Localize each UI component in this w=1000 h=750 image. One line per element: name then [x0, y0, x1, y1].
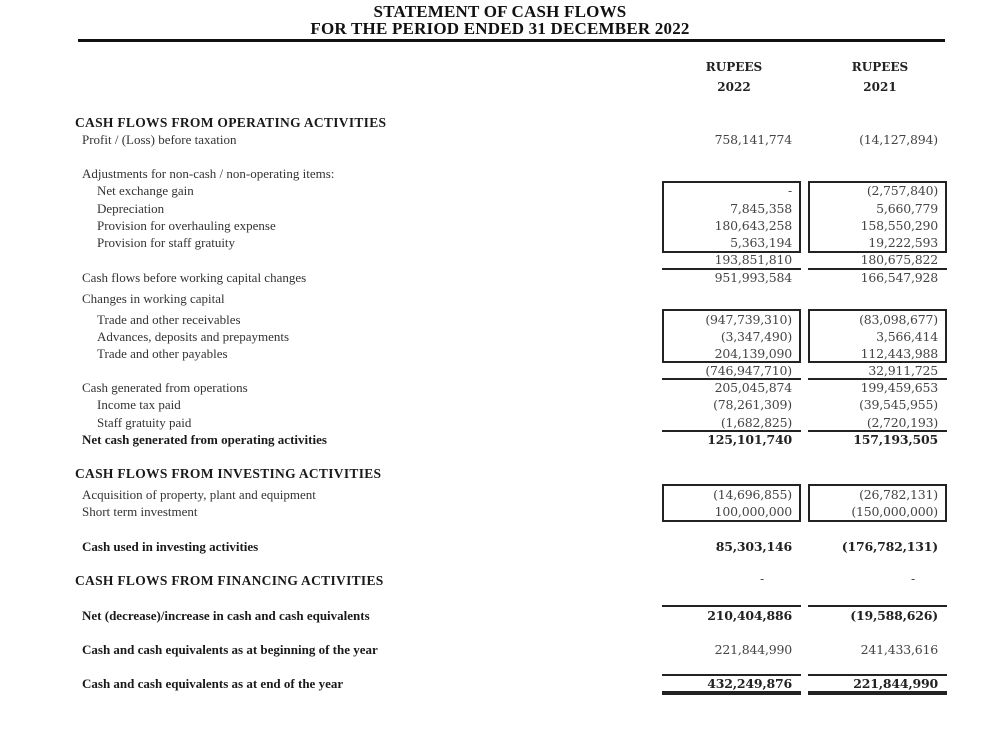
- beginning-cash-2022: 221,844,990: [714, 642, 792, 657]
- gratuity-paid-2021: (2,720,193): [866, 415, 938, 430]
- net-investing-2021: (176,782,131): [841, 539, 938, 554]
- adjustment-2021: 19,222,593: [868, 235, 938, 250]
- profit-before-tax-2022: 758,141,774: [714, 132, 792, 147]
- adjustment-2022: 180,643,258: [714, 218, 792, 233]
- wc-item-2021: 3,566,414: [876, 329, 938, 344]
- wc-item-2022: (3,347,490): [720, 329, 792, 344]
- financing-2022: -: [759, 571, 764, 586]
- col-2022-currency: RUPEES: [705, 60, 763, 74]
- adjustment-2021: 158,550,290: [860, 218, 938, 233]
- net-investing-label: Cash used in investing activities: [82, 539, 259, 554]
- wc-item-2021: 112,443,988: [860, 346, 938, 361]
- wc-item-label: Trade and other receivables: [97, 312, 241, 327]
- operating-heading: CASH FLOWS FROM OPERATING ACTIVITIES: [75, 115, 387, 130]
- col-2022-year: 2022: [717, 80, 751, 94]
- wc-item-2021: (83,098,677): [859, 312, 938, 327]
- cash-generated-label: Cash generated from operations: [82, 380, 248, 395]
- profit-before-tax-2021: (14,127,894): [859, 132, 938, 147]
- beginning-cash-2021: 241,433,616: [860, 642, 938, 657]
- net-change-label: Net (decrease)/increase in cash and cash equivalents: [82, 608, 370, 623]
- before-wc-label: Cash flows before working capital changes: [82, 270, 307, 285]
- adjustment-label: Depreciation: [97, 201, 165, 216]
- cash-generated-2022: 205,045,874: [714, 380, 792, 395]
- wc-item-2022: (947,739,310): [705, 312, 792, 327]
- wc-item-label: Advances, deposits and prepayments: [97, 329, 290, 344]
- statement-title: STATEMENT OF CASH FLOWS: [373, 2, 627, 21]
- col-2021-year: 2021: [863, 80, 897, 94]
- wc-item-2022: 204,139,090: [714, 346, 792, 361]
- income-tax-label: Income tax paid: [97, 397, 181, 412]
- adjustment-2022: -: [787, 183, 792, 198]
- adjustment-2022: 5,363,194: [730, 235, 792, 250]
- net-operating-2021: 157,193,505: [853, 432, 938, 447]
- ending-cash-2021: 221,844,990: [853, 676, 938, 691]
- net-operating-label: Net cash generated from operating activities: [82, 432, 327, 447]
- double-underline: [662, 691, 801, 695]
- investing-item-2021: (26,782,131): [859, 487, 938, 502]
- wc-heading: Changes in working capital: [82, 291, 225, 306]
- income-tax-2022: (78,261,309): [713, 397, 792, 412]
- wc-total-2022: (746,947,710): [705, 363, 792, 378]
- net-change-2021: (19,588,626): [850, 608, 938, 623]
- investing-item-label: Short term investment: [82, 504, 198, 519]
- gratuity-paid-2022: (1,682,825): [720, 415, 792, 430]
- adjustment-2022: 7,845,358: [730, 201, 792, 216]
- investing-item-2022: (14,696,855): [713, 487, 792, 502]
- cash-generated-2021: 199,459,653: [860, 380, 938, 395]
- col-2021-currency: RUPEES: [851, 60, 909, 74]
- adjustments-heading: Adjustments for non-cash / non-operating items:: [82, 166, 335, 181]
- financing-heading: CASH FLOWS FROM FINANCING ACTIVITIES: [75, 573, 384, 588]
- investing-item-label: Acquisition of property, plant and equipment: [82, 487, 316, 502]
- before-wc-2021: 166,547,928: [860, 270, 938, 285]
- ending-cash-label: Cash and cash equivalents as at end of the year: [82, 676, 344, 691]
- net-investing-2022: 85,303,146: [715, 539, 792, 554]
- profit-before-tax-label: Profit / (Loss) before taxation: [82, 132, 237, 147]
- net-operating-2022: 125,101,740: [707, 432, 792, 447]
- beginning-cash-label: Cash and cash equivalents as at beginning of the year: [82, 642, 378, 657]
- ending-cash-2022: 432,249,876: [707, 676, 792, 691]
- net-change-2022: 210,404,886: [707, 608, 792, 623]
- wc-item-label: Trade and other payables: [97, 346, 228, 361]
- financing-2021: -: [910, 571, 915, 586]
- adjustments-total-2022: 193,851,810: [714, 252, 792, 267]
- total-rule: [662, 605, 801, 607]
- adjustment-label: Provision for overhauling expense: [97, 218, 276, 233]
- double-underline: [808, 691, 947, 695]
- adjustment-2021: 5,660,779: [876, 201, 938, 216]
- income-tax-2021: (39,545,955): [859, 397, 938, 412]
- adjustment-label: Provision for staff gratuity: [97, 235, 236, 250]
- gratuity-paid-label: Staff gratuity paid: [97, 415, 192, 430]
- before-wc-2022: 951,993,584: [714, 270, 792, 285]
- header-rule: [78, 39, 945, 42]
- wc-total-2021: 32,911,725: [868, 363, 938, 378]
- adjustment-2021: (2,757,840): [866, 183, 938, 198]
- investing-item-2022: 100,000,000: [714, 504, 792, 519]
- investing-heading: CASH FLOWS FROM INVESTING ACTIVITIES: [75, 466, 382, 481]
- adjustments-total-2021: 180,675,822: [860, 252, 938, 267]
- statement-period: FOR THE PERIOD ENDED 31 DECEMBER 2022: [310, 19, 690, 38]
- adjustment-label: Net exchange gain: [97, 183, 194, 198]
- investing-item-2021: (150,000,000): [851, 504, 938, 519]
- total-rule: [808, 605, 947, 607]
